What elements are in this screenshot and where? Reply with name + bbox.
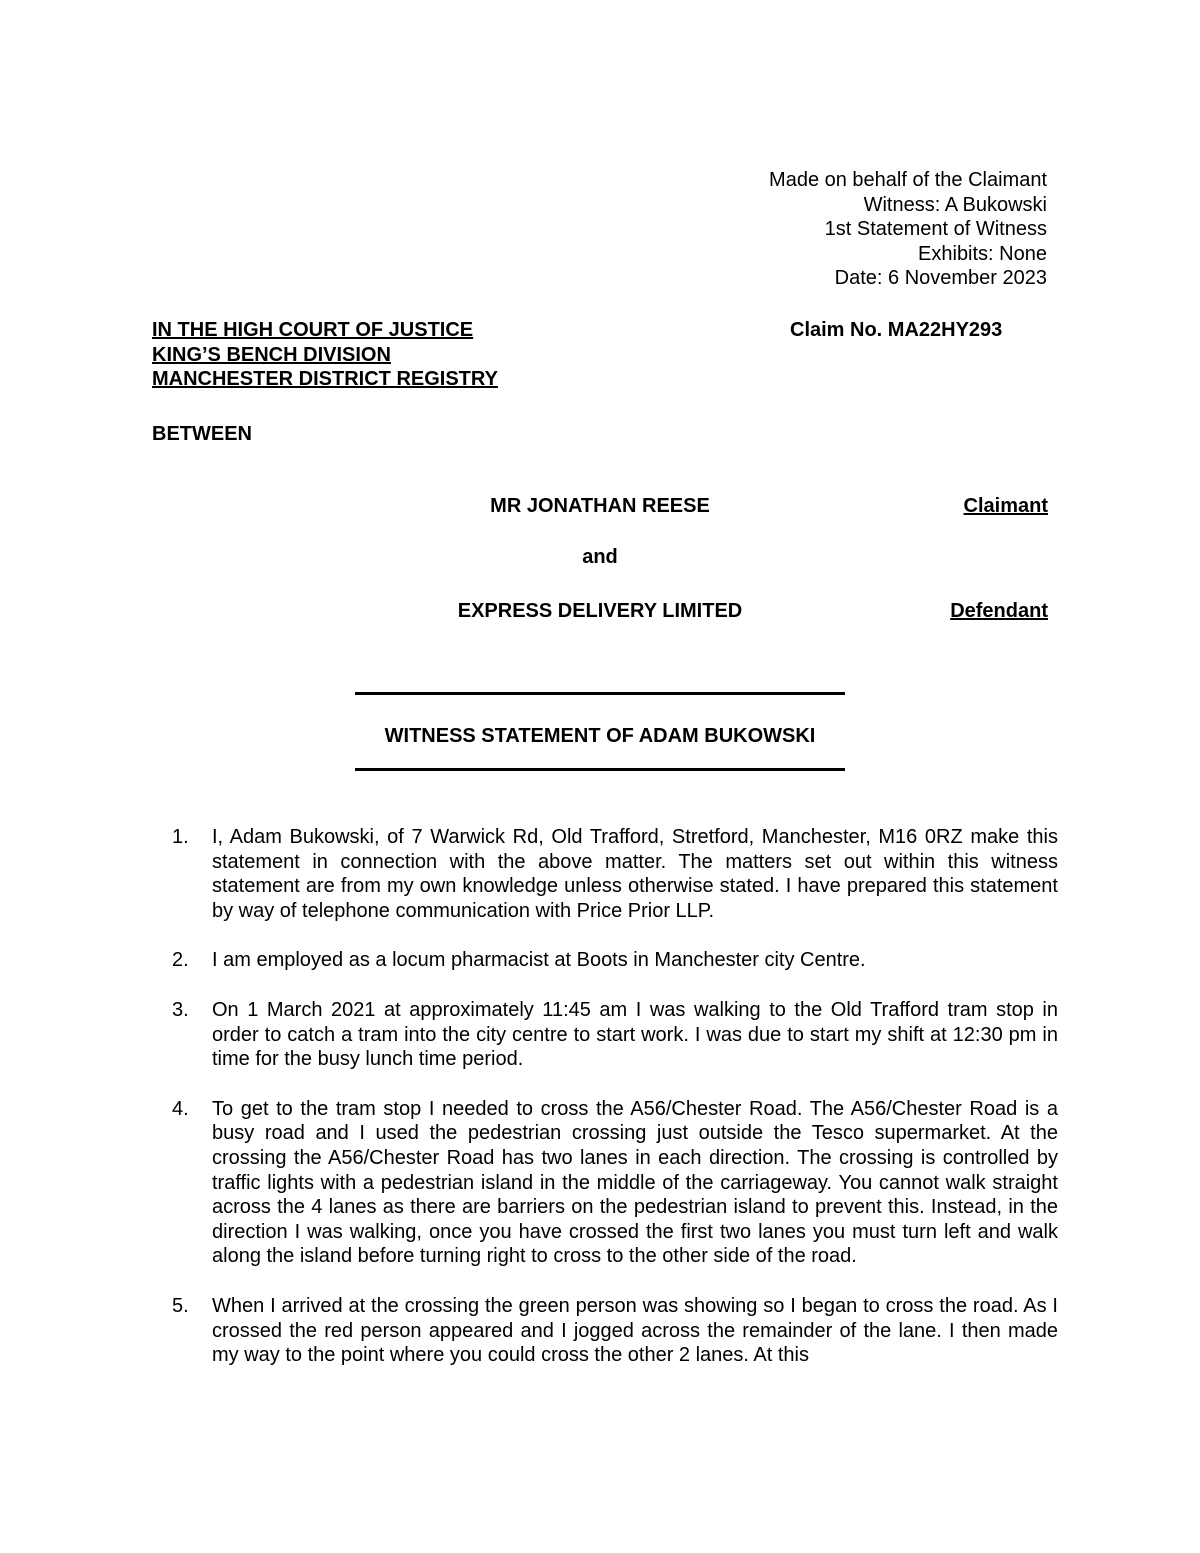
- claim-number: Claim No. MA22HY293: [790, 319, 1003, 341]
- paragraph-number: 4.: [172, 1097, 189, 1120]
- paragraph: [172, 825, 1058, 923]
- court-name: IN THE HIGH COURT OF JUSTICE: [152, 319, 474, 341]
- title-rule-bottom: [355, 768, 845, 771]
- court-registry: MANCHESTER DISTRICT REGISTRY: [152, 368, 498, 391]
- paragraph-text: When I arrived at the crossing the green person was showing so I began to cross the road. As I crossed the red person appeared and I jogged across the remainder of the lane. I then made my way to the point where you could cross the other 2 lanes. At this: [212, 1294, 1058, 1367]
- paragraph-text: On 1 March 2021 at approximately 11:45 am I was walking to the Old Trafford tram stop in order to catch a tram into the city centre to start work. I was due to start my shift at 12:30 pm in time for the busy lunch time period.: [212, 998, 1058, 1071]
- defendant-role: Defendant: [950, 600, 1048, 622]
- between-label: BETWEEN: [152, 423, 252, 445]
- witness-line: Witness: A Bukowski: [863, 193, 1047, 216]
- paragraph-text: I, Adam Bukowski, of 7 Warwick Rd, Old Trafford, Stretford, Manchester, M16 0RZ make this statement in connection with the above matter. The matters set out within this witness statement are from my own knowledge unless otherwise stated. I have prepared this statement by way of telephone communication with Price Prior LLP.: [212, 826, 1058, 922]
- paragraph-number: 3.: [172, 998, 189, 1021]
- paragraph: [172, 1097, 1058, 1269]
- claimant-role: Claimant: [963, 495, 1048, 517]
- paragraph: [172, 1294, 1058, 1368]
- paragraph-text: To get to the tram stop I needed to cross the A56/Chester Road. The A56/Chester Road is a busy road and I used the pedestrian crossing just outside the Tesco supermarket. At the crossing the A56/Chester Road has two lanes in each direction. The crossing is controlled by traffic lights with a pedestrian island in the middle of the carriageway. You cannot walk straight across the 4 lanes as there are barriers on the pedestrian island to prevent this. Instead, in the direction I was walking, once you have crossed the first two lanes you must turn left and walk along the island before turning right to cross to the other side of the road.: [212, 1097, 1058, 1268]
- statement-header: [627, 168, 1047, 291]
- made-on-behalf-line: Made on behalf of the Claimant: [769, 169, 1047, 191]
- defendant-name: EXPRESS DELIVERY LIMITED: [457, 600, 743, 622]
- statement-number-line: 1st Statement of Witness: [824, 218, 1047, 241]
- paragraph-number: 5.: [172, 1294, 189, 1317]
- court-heading: [152, 318, 498, 392]
- paragraph-number: 1.: [172, 826, 189, 848]
- statement-title: WITNESS STATEMENT OF ADAM BUKOWSKI: [384, 725, 816, 747]
- exhibits-line: Exhibits: None: [918, 242, 1047, 265]
- date-line: Date: 6 November 2023: [834, 267, 1047, 290]
- paragraph: [172, 948, 1058, 973]
- paragraph-text: I am employed as a locum pharmacist at Boots in Manchester city Centre.: [212, 949, 866, 972]
- parties-conjunction: and: [582, 546, 618, 568]
- paragraph: [172, 998, 1058, 1072]
- claimant-name: MR JONATHAN REESE: [490, 495, 710, 517]
- paragraph-number: 2.: [172, 949, 189, 972]
- statement-paragraphs: [172, 825, 1058, 1393]
- title-rule-top: [355, 692, 845, 695]
- court-division: KING’S BENCH DIVISION: [152, 343, 391, 366]
